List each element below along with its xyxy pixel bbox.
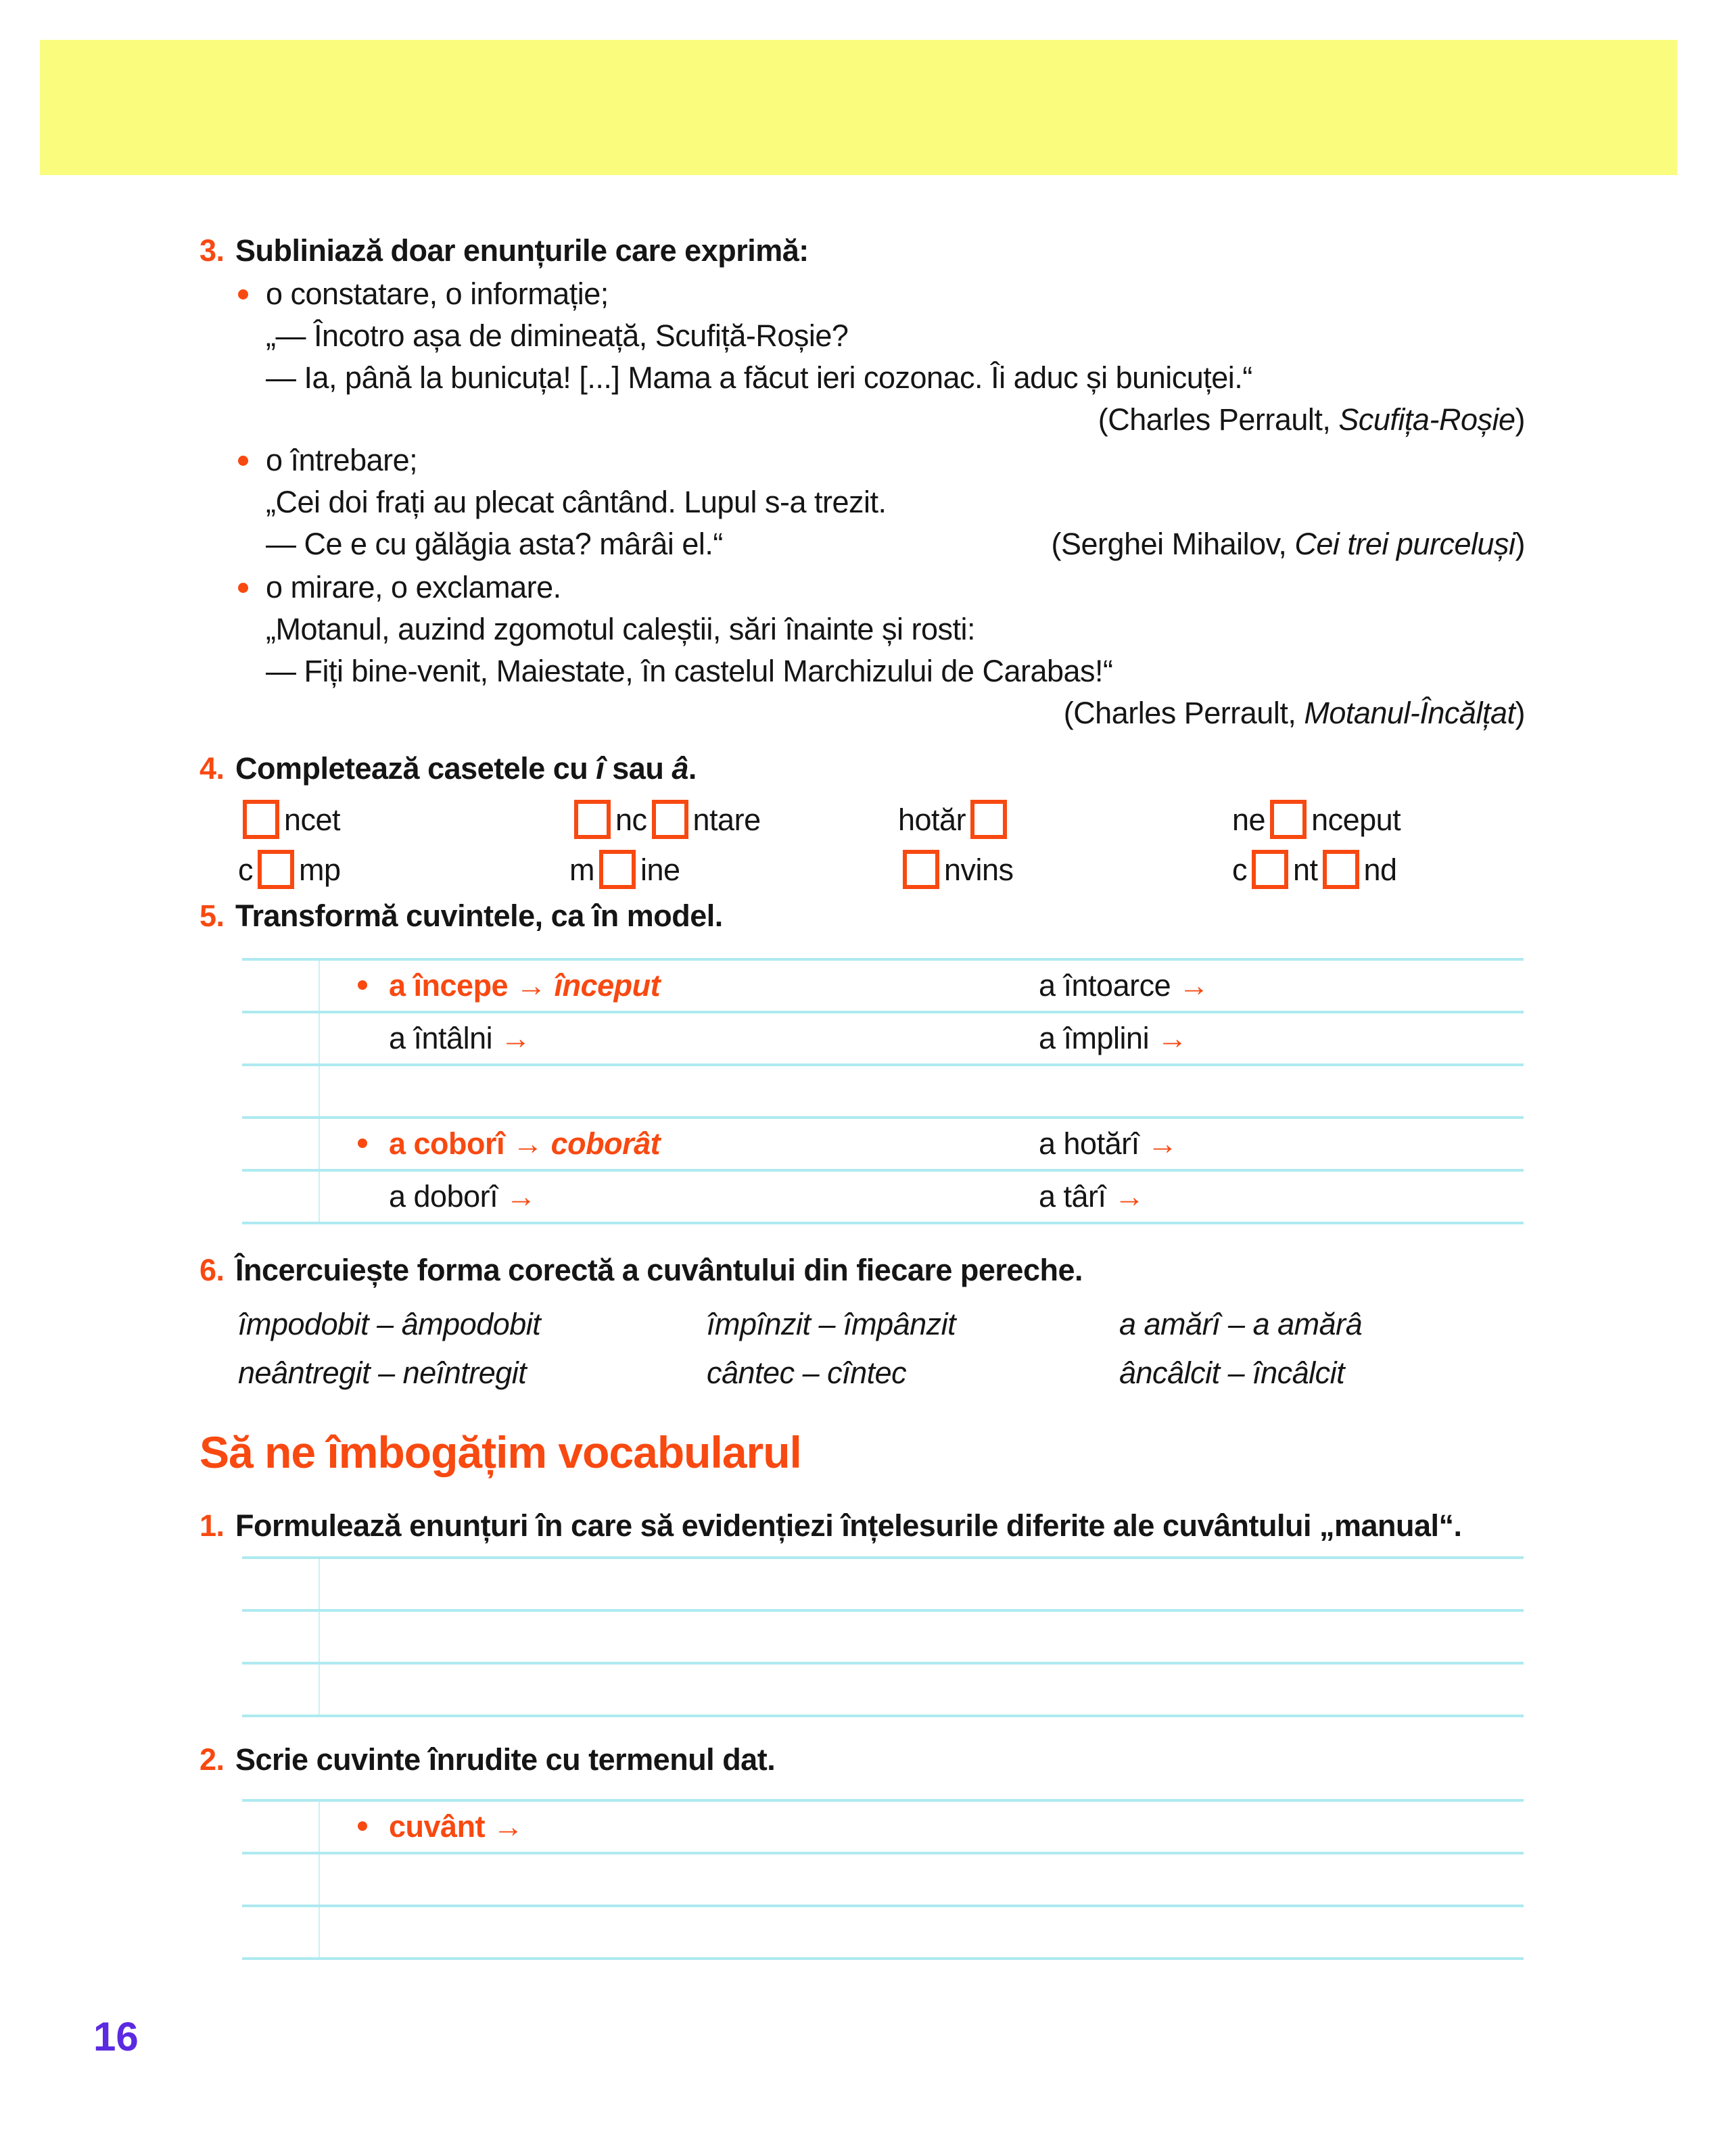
writing-lines-2 — [242, 1799, 1524, 1960]
exercise-entry — [389, 1172, 536, 1222]
arrow-icon: → — [493, 1809, 523, 1844]
word-part: m — [569, 853, 594, 887]
section-heading: Să ne îmbogățim vocabularul — [199, 1427, 801, 1477]
source-word: a hotărî — [1039, 1126, 1139, 1161]
exercise-3-title: Subliniază doar enunțurile care exprimă: — [235, 233, 809, 268]
fill-in-box — [1270, 800, 1307, 839]
fill-in-box — [1323, 850, 1359, 889]
attribution-1 — [266, 399, 1525, 441]
attribution-close: ) — [1515, 402, 1525, 437]
word-cmp — [238, 846, 341, 894]
attribution-author: (Charles Perrault, — [1063, 696, 1304, 730]
bullet-item-3 — [0, 567, 1717, 608]
page-number: 16 — [93, 2014, 139, 2059]
word-part: hotăr — [898, 802, 966, 837]
word-part: nvins — [944, 853, 1014, 887]
quote-1-line-1 — [0, 315, 1717, 357]
quote-3-line-2 — [0, 650, 1717, 692]
bullet-item-2 — [0, 439, 1717, 481]
word-nenceput — [1232, 796, 1401, 844]
attribution-close: ) — [1515, 527, 1525, 561]
table-row — [242, 1119, 1524, 1172]
table-row — [242, 1013, 1524, 1066]
word-pair: cântec – cîntec — [707, 1356, 907, 1390]
transform-table — [242, 958, 1524, 1224]
fill-in-box — [599, 850, 636, 889]
word-part: c — [238, 853, 253, 887]
answer-word: început — [554, 968, 661, 1003]
fill-in-box — [652, 800, 688, 839]
bullet-icon — [358, 980, 367, 990]
quote-text: — Ce e cu gălăgia asta? mârâi el.“ — [266, 527, 723, 561]
word-part: nc — [615, 802, 647, 837]
fill-in-box — [574, 800, 611, 839]
arrow-icon: → — [500, 1021, 531, 1055]
arrow-icon: → — [513, 1126, 543, 1161]
exercise-6-heading — [0, 1249, 1717, 1291]
attribution-author: (Charles Perrault, — [1098, 402, 1339, 437]
exercise-entry — [1039, 1119, 1177, 1169]
fill-in-box — [258, 850, 294, 889]
letter-a-circumflex: â — [672, 751, 688, 786]
word-mine — [569, 846, 680, 894]
word-part: ntare — [692, 802, 761, 837]
exercise-6-number: 6. — [199, 1253, 225, 1287]
attribution-work-title: Motanul-Încălțat — [1304, 696, 1515, 730]
bullet-3-label: o mirare, o exclamare. — [266, 570, 561, 604]
title-post: . — [688, 751, 697, 786]
attribution-close: ) — [1515, 696, 1525, 730]
arrow-icon: → — [1114, 1179, 1145, 1214]
word-pair: âncâlcit – încâlcit — [1119, 1356, 1345, 1390]
vocab-exercise-1-title: Formulează enunțuri în care să evidențiezi înțelesurile diferite ale cuvântului „manual“. — [235, 1508, 1462, 1543]
word-part: ne — [1232, 802, 1266, 837]
word-pairs-row-1 — [0, 1303, 1717, 1345]
word-pair: împodobit – âmpodobit — [238, 1307, 541, 1341]
writing-lines-1 — [242, 1556, 1524, 1717]
model-entry — [389, 1119, 660, 1169]
exercise-6-title: Încercuiește forma corectă a cuvântului din fiecare pereche. — [235, 1253, 1083, 1287]
source-word: a începe — [389, 968, 509, 1003]
exercise-5-number: 5. — [199, 899, 225, 933]
model-entry — [389, 961, 660, 1011]
vocab-exercise-1-number: 1. — [199, 1508, 225, 1543]
writing-line — [242, 1664, 1524, 1717]
fill-in-box — [970, 800, 1007, 839]
word-part: ine — [640, 853, 680, 887]
fill-in-row-2 — [0, 846, 1717, 894]
exercise-4-heading — [0, 748, 1717, 790]
quote-3-line-1 — [0, 608, 1717, 650]
word-part: nceput — [1311, 802, 1401, 837]
source-word: a doborî — [389, 1179, 498, 1214]
letter-i-circumflex: î — [596, 751, 605, 786]
arrow-icon: → — [1147, 1126, 1178, 1161]
source-word: a întâlni — [389, 1021, 493, 1055]
vocab-exercise-2-heading — [0, 1739, 1717, 1781]
writing-line — [242, 1907, 1524, 1960]
word-pair: neântregit – neîntregit — [238, 1356, 527, 1390]
bullet-icon — [238, 289, 248, 300]
answer-word: coborât — [550, 1126, 661, 1161]
writing-line — [242, 1612, 1524, 1664]
quote-text: „Motanul, auzind zgomotul caleștii, sări înainte și rosti: — [266, 612, 975, 646]
title-pre: Completează casetele cu — [235, 751, 596, 786]
exercise-entry — [1039, 1172, 1144, 1222]
quote-text: „— Încotro așa de dimineață, Scufiță-Roșie? — [266, 318, 849, 353]
word-ncet — [238, 796, 340, 844]
vocab-exercise-1-heading — [0, 1505, 1717, 1547]
word-hotar — [898, 796, 1012, 844]
quote-text: „Cei doi frați au plecat cântând. Lupul s-a trezit. — [266, 485, 887, 519]
quote-2-line-1 — [0, 481, 1717, 523]
arrow-icon: → — [516, 968, 546, 1003]
source-word: a împlini — [1039, 1021, 1150, 1055]
writing-line — [242, 1802, 1524, 1854]
source-word: a târî — [1039, 1179, 1106, 1214]
quote-text: — Fiți bine-venit, Maiestate, în castelul Marchizului de Carabas!“ — [266, 654, 1113, 688]
word-part: ncet — [284, 802, 341, 837]
word-cntnd — [1232, 846, 1397, 894]
table-row-empty — [242, 1066, 1524, 1119]
attribution-3 — [266, 692, 1525, 734]
table-row — [242, 961, 1524, 1013]
exercise-entry — [1039, 1013, 1187, 1063]
attribution-work-title: Cei trei purceluși — [1294, 527, 1515, 561]
bullet-icon — [238, 456, 248, 466]
attribution-author: (Serghei Mihailov, — [1051, 527, 1295, 561]
source-word: a întoarce — [1039, 968, 1171, 1003]
exercise-entry — [389, 1013, 531, 1063]
vocab-exercise-2-number: 2. — [199, 1742, 225, 1777]
source-word: a coborî — [389, 1126, 505, 1161]
writing-line — [242, 1559, 1524, 1612]
exercise-4-title — [235, 748, 697, 790]
bullet-2-label: o întrebare; — [266, 443, 418, 477]
bullet-item-1 — [0, 273, 1717, 315]
arrow-icon: → — [1157, 1021, 1187, 1055]
word-part: nt — [1293, 853, 1318, 887]
word-part: nd — [1363, 853, 1397, 887]
exercise-4-number: 4. — [199, 751, 225, 786]
source-word: cuvânt — [389, 1809, 486, 1844]
vocab-exercise-2-title: Scrie cuvinte înrudite cu termenul dat. — [235, 1742, 776, 1777]
arrow-icon: → — [1179, 968, 1209, 1003]
word-pair: a amărî – a amărâ — [1119, 1307, 1363, 1341]
quote-2-line-2 — [266, 523, 1525, 565]
table-row — [242, 1172, 1524, 1224]
quote-1-line-2 — [0, 357, 1717, 399]
word-pairs-row-2 — [0, 1352, 1717, 1394]
word-pair: împînzit – împânzit — [707, 1307, 956, 1341]
exercise-3-number: 3. — [199, 233, 225, 268]
bullet-1-label: o constatare, o informație; — [266, 277, 609, 311]
word-part: c — [1232, 853, 1247, 887]
prompt-word — [389, 1802, 523, 1852]
bullet-icon — [358, 1139, 367, 1148]
writing-line — [242, 1854, 1524, 1907]
attribution-2 — [1052, 523, 1525, 565]
bullet-icon — [358, 1821, 367, 1831]
title-mid: sau — [604, 751, 672, 786]
exercise-5-title: Transformă cuvintele, ca în model. — [235, 899, 723, 933]
yellow-header-band — [40, 40, 1677, 175]
fill-in-row-1 — [0, 796, 1717, 844]
quote-text: — Ia, până la bunicuța! [...] Mama a făcut ieri cozonac. Îi aduc și bunicuței.“ — [266, 360, 1252, 395]
arrow-icon: → — [506, 1179, 536, 1214]
exercise-entry — [1039, 961, 1209, 1011]
attribution-work-title: Scufița-Roșie — [1338, 402, 1515, 437]
fill-in-box — [243, 800, 279, 839]
word-part: mp — [299, 853, 341, 887]
exercise-5-heading — [0, 895, 1717, 937]
word-nvins — [898, 846, 1014, 894]
fill-in-box — [1252, 850, 1288, 889]
word-ncntare — [569, 796, 761, 844]
exercise-3-heading — [0, 230, 1717, 272]
fill-in-box — [903, 850, 939, 889]
bullet-icon — [238, 583, 248, 593]
